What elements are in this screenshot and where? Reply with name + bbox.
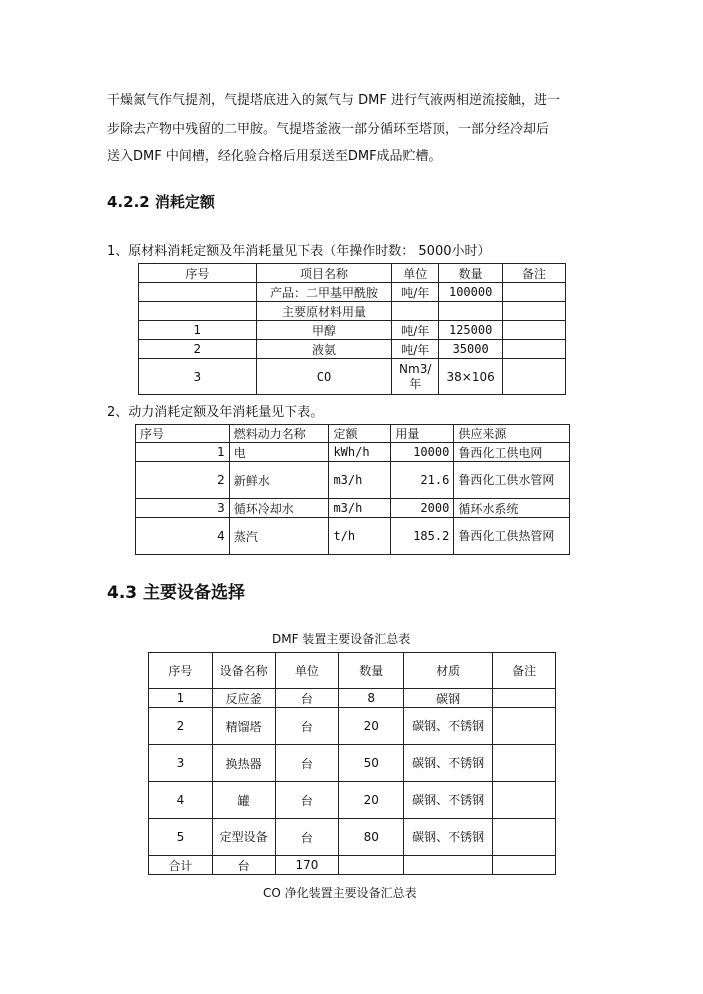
section-heading-4-3: 4.3 主要设备选择 (107, 583, 246, 603)
table-row (136, 518, 570, 555)
table-total-row (149, 856, 556, 875)
table-cell: 台 (275, 689, 339, 708)
table-cell: 蒸汽 (229, 518, 329, 555)
table-cell: 吨/年 (392, 340, 439, 359)
table-cell (493, 782, 556, 819)
table-header-row (136, 425, 570, 443)
table-cell: 精馏塔 (212, 708, 275, 745)
header-cell: 序号 (149, 653, 213, 689)
table-cell: 80 (339, 819, 404, 856)
table-row (149, 782, 556, 819)
table-cell: 1 (139, 321, 257, 340)
table-row (136, 462, 570, 499)
table-cell (503, 302, 566, 321)
table-cell (503, 340, 566, 359)
table-cell: 台 (275, 745, 339, 782)
header-cell: 备注 (503, 264, 566, 283)
table-cell: t/h (329, 518, 391, 555)
table-cell: m3/h (329, 462, 391, 499)
table-cell (392, 302, 439, 321)
table-row (149, 745, 556, 782)
table-cell: 2 (149, 708, 213, 745)
table-header-row (139, 264, 566, 283)
table-cell (139, 283, 257, 302)
table-cell: 21.6 (391, 462, 454, 499)
table-cell: 甲醇 (256, 321, 392, 340)
table-cell: 3 (149, 745, 213, 782)
table-row (149, 819, 556, 856)
header-cell: 序号 (139, 264, 257, 283)
co-table-caption: CO 净化装置主要设备汇总表 (263, 886, 417, 900)
table-cell: 碳钢、不锈钢 (404, 708, 493, 745)
table-cell: 185.2 (391, 518, 454, 555)
header-cell: 定额 (329, 425, 391, 443)
table-row (139, 302, 566, 321)
table-cell: 台 (275, 819, 339, 856)
table-cell: 1 (149, 689, 213, 708)
table-cell (503, 359, 566, 395)
table-cell: 2 (136, 462, 230, 499)
header-cell: 用量 (391, 425, 454, 443)
header-cell: 单位 (275, 653, 339, 689)
table-cell: 35000 (439, 340, 503, 359)
table-row (149, 689, 556, 708)
table-cell: 2000 (391, 499, 454, 518)
equipment-table-caption: DMF 装置主要设备汇总表 (272, 632, 411, 646)
table-cell: 鲁西化工供水管网 (454, 462, 570, 499)
table-cell (493, 819, 556, 856)
header-cell: 数量 (339, 653, 404, 689)
table-cell: 170 (275, 856, 339, 875)
table-cell: 20 (339, 708, 404, 745)
table-row (136, 443, 570, 462)
table-cell: 吨/年 (392, 321, 439, 340)
table-cell: CO (256, 359, 392, 395)
table-cell: 4 (136, 518, 230, 555)
table-row (139, 340, 566, 359)
table-cell (503, 321, 566, 340)
table-row (139, 283, 566, 302)
table-header-row (149, 653, 556, 689)
table-cell (439, 302, 503, 321)
table-row (139, 359, 566, 395)
table-cell: 20 (339, 782, 404, 819)
table-cell: 台 (275, 708, 339, 745)
table-cell: 碳钢、不锈钢 (404, 782, 493, 819)
header-cell: 材质 (404, 653, 493, 689)
table-cell: 台 (212, 856, 275, 875)
raw-materials-table (138, 263, 566, 395)
power-table (135, 424, 570, 555)
table-cell: 鲁西化工供热管网 (454, 518, 570, 555)
table-cell: kWh/h (329, 443, 391, 462)
table-cell (493, 708, 556, 745)
raw-materials-note: 1、原材料消耗定额及年消耗量见下表（年操作时数： 5000小时） (107, 244, 491, 259)
table-cell: 8 (339, 689, 404, 708)
table-cell: 循环冷却水 (229, 499, 329, 518)
table-cell: 循环水系统 (454, 499, 570, 518)
table-cell: 定型设备 (212, 819, 275, 856)
header-cell: 设备名称 (212, 653, 275, 689)
table-row (136, 499, 570, 518)
header-cell: 燃料动力名称 (229, 425, 329, 443)
table-cell (404, 856, 493, 875)
table-cell (493, 856, 556, 875)
header-cell: 供应来源 (454, 425, 570, 443)
table-cell: 10000 (391, 443, 454, 462)
section-heading-4-2-2: 4.2.2 消耗定额 (107, 193, 215, 211)
table-cell: 鲁西化工供电网 (454, 443, 570, 462)
table-cell: 碳钢、不锈钢 (404, 819, 493, 856)
table-cell: m3/h (329, 499, 391, 518)
table-cell: 3 (136, 499, 230, 518)
table-cell: 合计 (149, 856, 213, 875)
table-cell (139, 302, 257, 321)
header-cell: 项目名称 (256, 264, 392, 283)
table-cell: 50 (339, 745, 404, 782)
power-note: 2、动力消耗定额及年消耗量见下表。 (107, 405, 324, 420)
table-cell: 125000 (439, 321, 503, 340)
table-cell: 碳钢 (404, 689, 493, 708)
table-cell: 罐 (212, 782, 275, 819)
table-cell: 1 (136, 443, 230, 462)
table-cell: 吨/年 (392, 283, 439, 302)
table-cell (339, 856, 404, 875)
table-cell: 3 (139, 359, 257, 395)
table-cell: 新鲜水 (229, 462, 329, 499)
header-cell: 单位 (392, 264, 439, 283)
table-cell: 100000 (439, 283, 503, 302)
table-cell: 主要原材料用量 (256, 302, 392, 321)
intro-line-3: 送入DMF 中间槽，经化验合格后用泵送至DMF成品贮槽。 (107, 149, 442, 164)
intro-line-2: 步除去产物中残留的二甲胺。气提塔釜液一部分循环至塔顶，一部分经冷却后 (107, 122, 550, 137)
table-cell: 台 (275, 782, 339, 819)
table-cell: 碳钢、不锈钢 (404, 745, 493, 782)
table-cell: 2 (139, 340, 257, 359)
table-cell (493, 745, 556, 782)
header-cell: 备注 (493, 653, 556, 689)
table-cell: 4 (149, 782, 213, 819)
table-row (149, 708, 556, 745)
table-cell: 液氨 (256, 340, 392, 359)
table-cell: 反应釜 (212, 689, 275, 708)
table-cell: Nm3/年 (392, 359, 439, 395)
header-cell: 序号 (136, 425, 230, 443)
table-cell: 换热器 (212, 745, 275, 782)
table-cell (493, 689, 556, 708)
table-cell (503, 283, 566, 302)
equipment-table (148, 652, 556, 875)
intro-line-1: 干燥氮气作气提剂，气提塔底进入的氮气与 DMF 进行气液两相逆流接触，进一 (107, 93, 560, 108)
table-cell: 电 (229, 443, 329, 462)
header-cell: 数量 (439, 264, 503, 283)
table-cell: 产品：二甲基甲酰胺 (256, 283, 392, 302)
table-row (139, 321, 566, 340)
table-cell: 5 (149, 819, 213, 856)
table-cell: 38×106 (439, 359, 503, 395)
